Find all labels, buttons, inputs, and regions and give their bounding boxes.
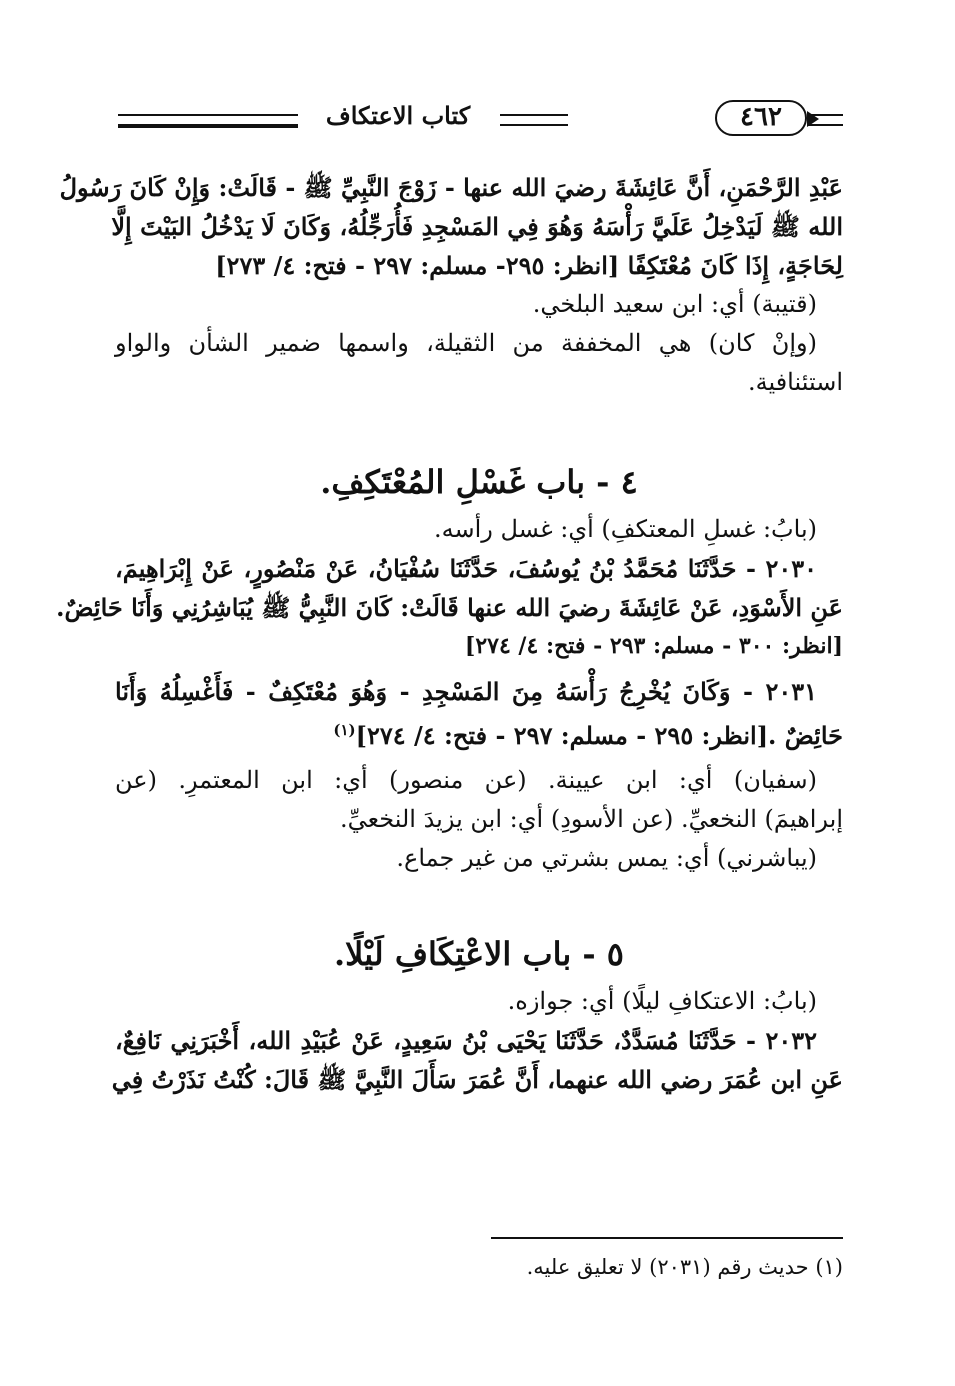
chapter-intro: (بابُ: الاعتكافِ ليلًا) أي: جوازه. bbox=[507, 987, 817, 1015]
text-line: ٢٠٣١ - وَكَانَ يُخْرِجُ رَأْسَهُ مِنَ المَسْجِدِ - وَهُوَ مُعْتَكِفٌ - فَأَغْسِلُهُ وَأَنَا bbox=[115, 677, 817, 706]
text-span: حَائِضٌ .[انظر: ٢٩٥ - مسلم: ٢٩٧ - فتح: ٤/ ٢٧٤] bbox=[355, 721, 843, 750]
text-line: ٢٠٣٢ - حَدَّثَنَا مُسَدَّدٌ، حَدَّثَنَا يَحْيَى بْنُ سَعِيدٍ، عَنْ عُبَيْدِ الله، أَخْبَرَنِي نَافِعٌ، bbox=[115, 1026, 817, 1055]
chapter-heading: ٥ - باب الاعْتِكَافِ لَيْلًا. bbox=[334, 935, 624, 973]
commentary-block bbox=[115, 285, 843, 402]
hadith-continued bbox=[59, 168, 843, 285]
text-line: ٢٠٣٠ - حَدَّثَنَا مُحَمَّدُ بْنُ يُوسُفَ، حَدَّثَنَا سُفْيَانُ، عَنْ مَنْصُورٍ، عَنْ إِبْرَاهِيمَ، bbox=[115, 554, 817, 583]
text-line: (قتيبة) أي: ابن سعيد البلخي. bbox=[532, 290, 817, 318]
text-line: عَبْدِ الرَّحْمَنِ، أَنَّ عَائِشَةَ رضيَ الله عنها - زَوْجَ النَّبِيِّ ﷺ - قَالَتْ: وَإِنْ كَانَ رَسُولُ bbox=[59, 173, 843, 202]
footnote-separator bbox=[491, 1237, 843, 1239]
text-line: (وإنْ كان) هي المخففة من الثقيلة، واسمها ضمير الشأن والواو bbox=[115, 329, 817, 357]
page-number: ٤٦٢ bbox=[715, 100, 807, 136]
text-line: لِحَاجَةٍ، إِذَا كَانَ مُعْتَكِفًا [انظر: ٢٩٥- مسلم: ٢٩٧ - فتح: ٤/ ٢٧٣] bbox=[215, 251, 843, 280]
header-rule-left bbox=[118, 114, 298, 126]
text-line bbox=[115, 711, 843, 755]
page-body bbox=[56, 168, 843, 1099]
text-line: عَنِ الأَسْوَدِ، عَنْ عَائِشَةَ رضيَ الله عنها قَالَتْ: كَانَ النَّبِيُّ ﷺ يُبَاشِرُنِي وَأَنَا حَائِضٌ. bbox=[56, 593, 843, 622]
chapter-heading: ٤ - باب غَسْلِ المُعْتَكِفِ. bbox=[320, 463, 638, 501]
text-line: عَنِ ابن عُمَرَ رضي الله عنهما، أَنَّ عُمَرَ سَأَلَ النَّبِيَّ ﷺ قَالَ: كُنْتُ نَذَرْتُ فِي bbox=[111, 1065, 843, 1094]
text-line: (يباشرني) أي: يمس بشرتي من غير جماع. bbox=[396, 844, 817, 872]
hadith-2031 bbox=[115, 672, 843, 755]
text-line: الله ﷺ لَيَدْخِلُ عَلَيَّ رَأْسَهُ وَهُوَ فِي المَسْجِدِ فَأُرَجِّلُهُ، وَكَانَ لَا يَدْخُلُ البَيْتَ إِلَّا bbox=[111, 212, 843, 241]
hadith-2032 bbox=[111, 1021, 843, 1099]
chapter-intro: (بابُ: غسلِ المعتكفِ) أي: غسل رأسه. bbox=[434, 515, 817, 543]
text-line: [انظر: ٣٠٠ - مسلم: ٢٩٣ - فتح: ٤/ ٢٧٤] bbox=[464, 633, 843, 659]
text-line: إبراهيمَ) النخعيِّ. (عن الأسودِ) أي: ابن يزيدَ النخعيِّ. bbox=[340, 805, 843, 833]
header-rule-middle bbox=[500, 114, 568, 126]
text-line: (سفيان) أي: ابن عيينة. (عن منصور) أي: ابن المعتمرِ. (عن bbox=[115, 766, 817, 794]
running-title: كتاب الاعتكاف bbox=[325, 101, 471, 130]
text-line: استئنافية. bbox=[747, 368, 843, 396]
hadith-2030 bbox=[56, 549, 843, 666]
footnote: (١) حديث رقم (٢٠٣١) لا تعليق عليه. bbox=[526, 1255, 843, 1279]
footnote-marker: (١) bbox=[333, 721, 356, 739]
running-header bbox=[118, 98, 843, 150]
commentary-block bbox=[115, 761, 843, 878]
